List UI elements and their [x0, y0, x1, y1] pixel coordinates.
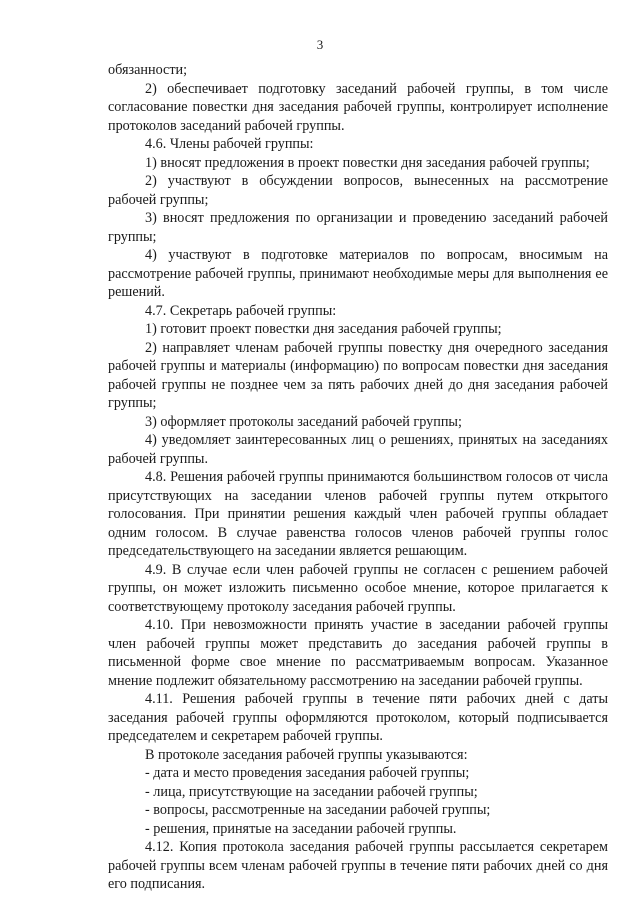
paragraph: 4) участвуют в подготовке материалов по вопросам, вносимым на рассмотрение рабочей группы, принимают необходимые меры для выполнения ее решений. — [108, 247, 608, 300]
paragraph: 4.10. При невозможности принять участие в заседании рабочей группы член рабочей группы может представить до заседания рабочей группы в письменной форме свое мнение по рассматриваемым вопросам. Указанное мнение подлежит обязательному рассмотрению на заседании рабочей группы. — [108, 617, 608, 689]
paragraph: 2) участвуют в обсуждении вопросов, вынесенных на рассмотрение рабочей группы; — [108, 173, 608, 208]
paragraph: 4.11. Решения рабочей группы в течение пяти рабочих дней с даты заседания рабочей группы оформляются протоколом, который подписывается председателем и секретарем рабочей группы. — [108, 691, 608, 744]
paragraph: - вопросы, рассмотренные на заседании рабочей группы; — [145, 802, 491, 818]
paragraph: обязанности; — [108, 62, 188, 78]
paragraph: 4.7. Секретарь рабочей группы: — [145, 302, 337, 319]
paragraph: 3) оформляет протоколы заседаний рабочей группы; — [145, 413, 462, 430]
paragraph: 1) вносят предложения в проект повестки дня заседания рабочей группы; — [145, 154, 590, 171]
paragraph: - решения, принятые на заседании рабочей группы. — [145, 820, 457, 837]
page-number: 3 — [316, 37, 324, 52]
paragraph: - лица, присутствующие на заседании рабочей группы; — [145, 783, 478, 800]
paragraph: 3) вносят предложения по организации и проведению заседаний рабочей группы; — [108, 210, 608, 245]
document-body — [108, 61, 608, 894]
paragraph: 4.12. Копия протокола заседания рабочей группы рассылается секретарем рабочей группы всем членам рабочей группы в течение пяти рабочих дней со дня его подписания. — [108, 839, 608, 892]
paragraph: В протоколе заседания рабочей группы указываются: — [145, 746, 468, 763]
paragraph: 4.6. Члены рабочей группы: — [145, 136, 314, 152]
paragraph: - дата и место проведения заседания рабочей группы; — [145, 765, 470, 781]
paragraph: 1) готовит проект повестки дня заседания рабочей группы; — [145, 321, 502, 337]
paragraph: 4.8. Решения рабочей группы принимаются большинством голосов от числа присутствующих на заседании членов рабочей группы путем открытого голосования. При принятии решения каждый член рабочей группы обладает одним голосом. В случае равенства голосов членов рабочей группы голос председательствующего на заседании является решающим. — [108, 469, 608, 559]
paragraph: 2) обеспечивает подготовку заседаний рабочей группы, в том числе согласование повестки дня заседания рабочей группы, контролирует исполнение протоколов заседаний рабочей группы. — [108, 80, 608, 134]
paragraph: 2) направляет членам рабочей группы повестку дня очередного заседания рабочей группы и материалы (информацию) по вопросам повестки дня заседания рабочей группы не позднее чем за пять рабочих дней до дня заседания рабочей группы; — [108, 339, 608, 411]
paragraph: 4) уведомляет заинтересованных лиц о решениях, принятых на заседаниях рабочей группы. — [108, 432, 608, 467]
paragraph: 4.9. В случае если член рабочей группы не согласен с решением рабочей группы, он может изложить письменно особое мнение, которое прилагается к соответствующему протоколу заседания рабочей группы. — [108, 561, 608, 615]
